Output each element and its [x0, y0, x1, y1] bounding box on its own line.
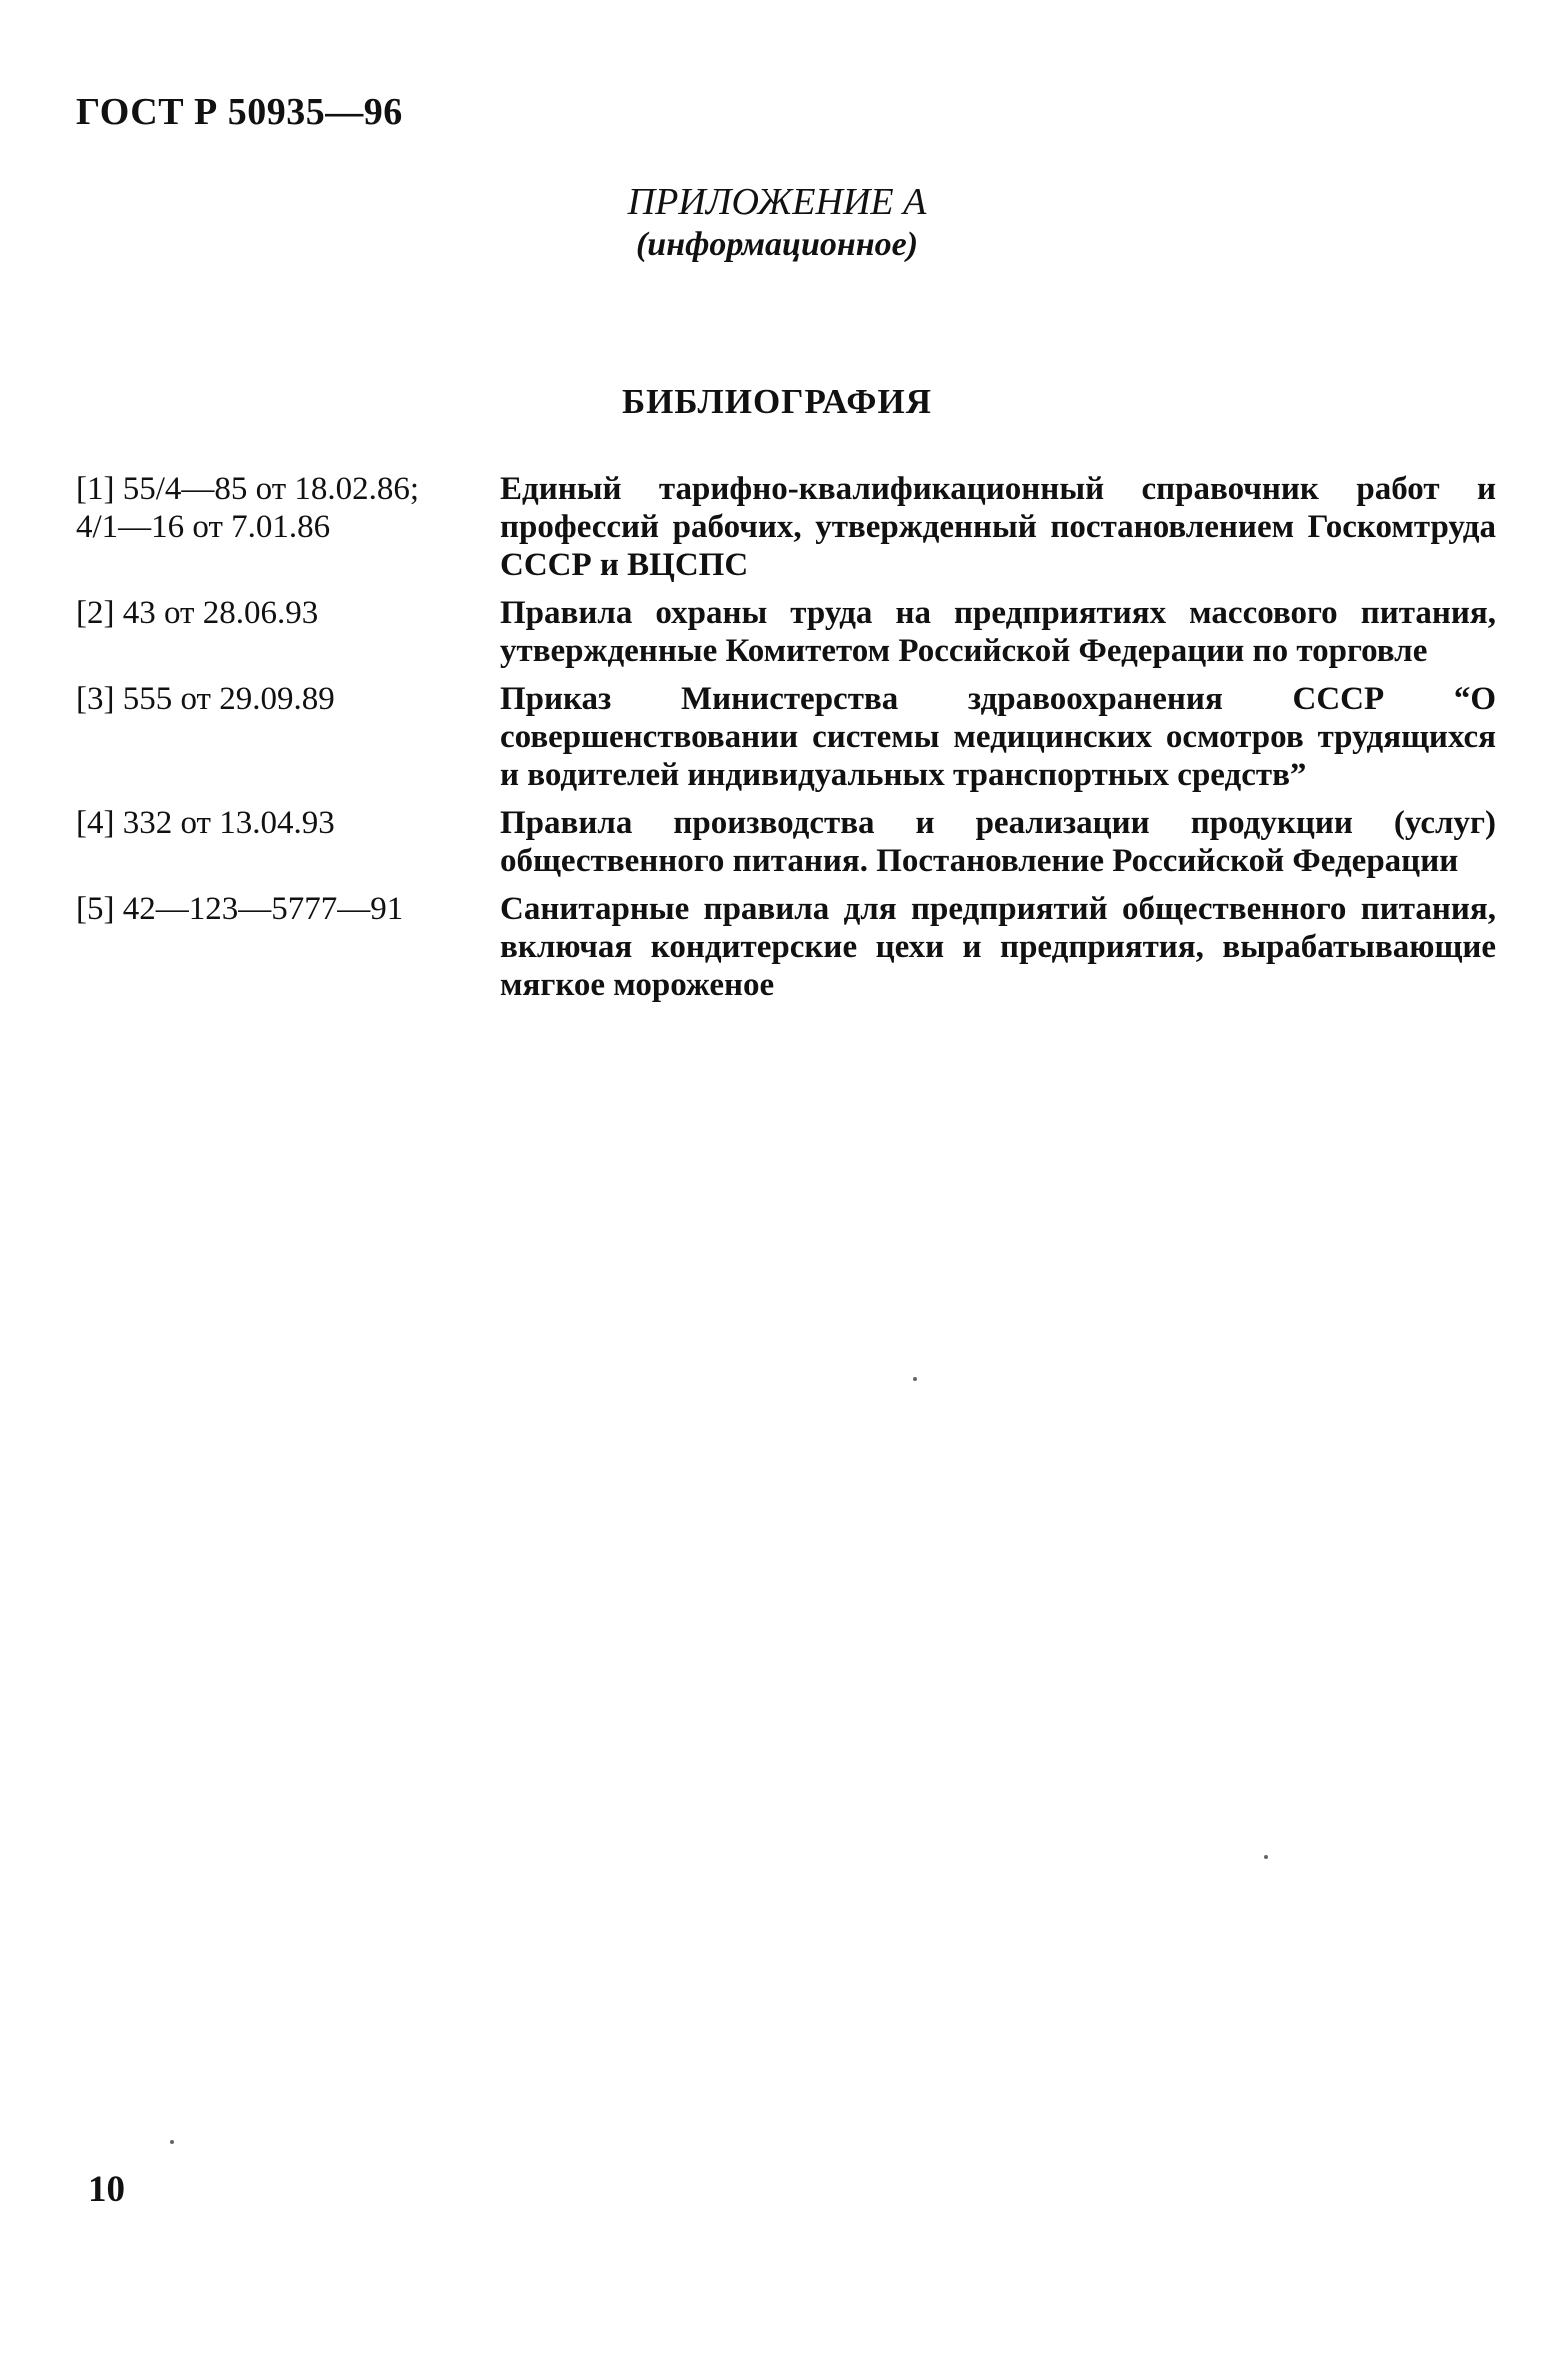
reference-text: Санитарные правила для предприятий общественного питания, включая кондитерские цехи и предприятия, вырабатывающие мягкое мороженое	[500, 891, 1496, 1003]
scan-speck	[170, 2140, 174, 2144]
bibliography-list	[76, 470, 1496, 1014]
reference-text: Правила охраны труда на предприятиях массового питания, утвержденные Комитетом Российской Федерации по торговле	[500, 595, 1496, 669]
page-number: 10	[88, 2169, 125, 2210]
reference-text: Приказ Министерства здравоохранения СССР “О совершенствовании системы медицинских осмотров трудящихся и водителей индивидуальных транспортных средств”	[500, 681, 1496, 793]
reference-id: [4] 332 от 13.04.93	[76, 805, 335, 841]
appendix-heading	[0, 180, 1554, 266]
appendix-subtitle: (информационное)	[635, 226, 919, 263]
document-code: ГОСТ Р 50935—96	[76, 91, 403, 133]
reference-id: [2] 43 от 28.06.93	[76, 595, 319, 631]
bibliography-item	[76, 804, 1496, 880]
bibliography-item	[76, 890, 1496, 1004]
bibliography-item	[76, 680, 1496, 794]
scan-speck	[1264, 1855, 1268, 1859]
appendix-title: ПРИЛОЖЕНИЕ А	[627, 181, 927, 223]
reference-text: Единый тарифно-квалификационный справочник работ и профессий рабочих, утвержденный постановлением Госкомтруда СССР и ВЦСПС	[500, 471, 1496, 583]
reference-id: [5] 42—123—5777—91	[76, 891, 404, 927]
bibliography-item	[76, 470, 1496, 584]
bibliography-item	[76, 594, 1496, 670]
reference-id: [1] 55/4—85 от 18.02.86; 4/1—16 от 7.01.86	[76, 471, 420, 545]
reference-id: [3] 555 от 29.09.89	[76, 681, 335, 717]
reference-text: Правила производства и реализации продукции (услуг) общественного питания. Постановление Российской Федерации	[500, 805, 1496, 879]
scan-speck	[913, 1377, 917, 1381]
bibliography-title: БИБЛИОГРАФИЯ	[622, 382, 932, 421]
